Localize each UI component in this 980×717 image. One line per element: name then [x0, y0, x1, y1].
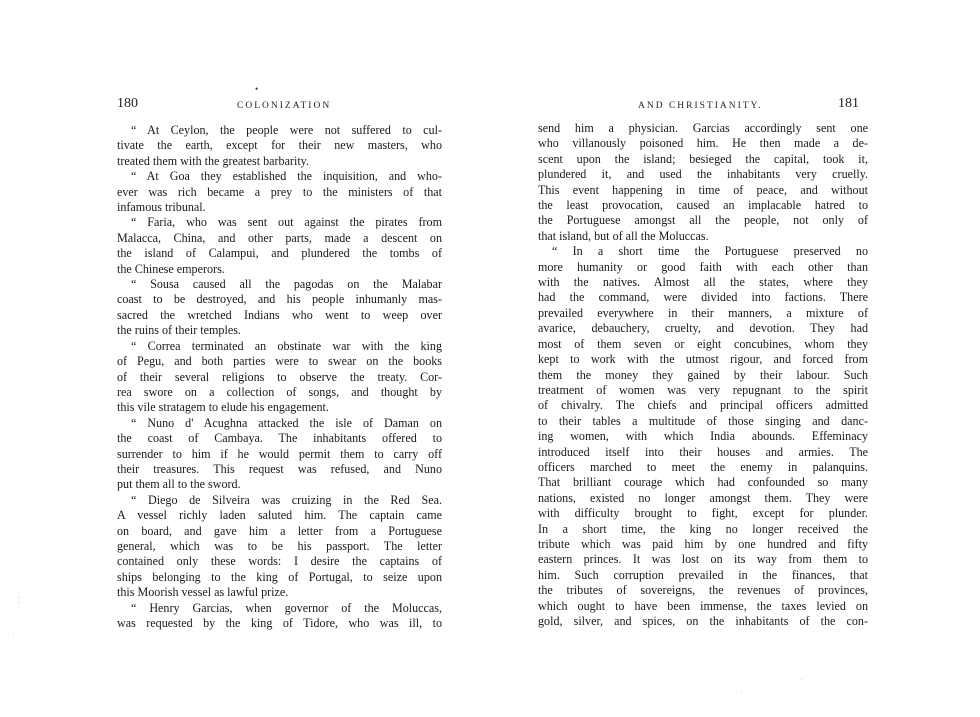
text-line: “ Diego de Silveira was cruizing in the Red Sea. [131, 492, 442, 507]
text-line: “ In a short time the Portuguese preserved no [552, 244, 868, 259]
text-line: which ought to have been immense, the taxes levied on [538, 598, 868, 613]
text-line: plundered it, and used the inhabitants very cruelly. [538, 167, 868, 182]
text-line: the ruins of their temples. [117, 323, 241, 338]
text-line: eastern princes. It was lost on its way from them to [538, 552, 868, 567]
left-page-number: 180 [117, 96, 138, 111]
text-line: this vile stratagem to elude his engagement. [117, 400, 329, 415]
text-line: tivate the earth, except for their new masters, who [117, 138, 442, 153]
text-line: A vessel richly laden saluted him. The captain came [117, 508, 442, 523]
text-line: with difficulty brought to fight, except for plunder. [538, 506, 868, 521]
text-line: sacred the wretched Indians who went to weep over [117, 307, 442, 322]
text-line: the least provocation, caused an implacable hatred to [538, 198, 868, 213]
right-page-number: 181 [838, 96, 859, 111]
text-line: ing women, with which India abounds. Effeminacy [538, 429, 868, 444]
text-line: officers marched to meet the enemy in palanquins. [538, 459, 868, 474]
margin-speck: ¦ [18, 595, 20, 604]
text-line: treated them with the greatest barbarity. [117, 153, 309, 168]
text-line: nations, existed no longer amongst them. They were [538, 490, 868, 505]
text-line: prevailed everywhere in their manners, a mixture of [538, 305, 868, 320]
text-line: kept to work with the utmost rigour, and forced from [538, 352, 868, 367]
text-line: scent upon the island; besieged the capital, took it, [538, 151, 868, 166]
text-line: the tributes of sovereigns, the revenues of provinces, [538, 583, 868, 598]
text-line: “ At Ceylon, the people were not suffered to cul- [131, 123, 442, 137]
text-line: “ At Goa they established the inquisition, and who- [131, 169, 442, 184]
ink-mark: • [255, 84, 259, 94]
text-line: gold, silver, and spices, on the inhabitants of the con- [538, 614, 868, 628]
right-running-head: AND CHRISTIANITY. [638, 101, 763, 111]
text-line: surrender to him if he would permit them to carry off [117, 446, 442, 461]
text-line: the island of Calampui, and plundered the tombs of [117, 246, 442, 261]
text-line: most of them seven or eight concubines, whom they [538, 336, 868, 351]
text-line: general, which was to be his passport. The letter [117, 538, 442, 553]
text-line: That brilliant courage which had confounded so many [538, 475, 868, 490]
text-line: In a short time, the king no longer received the [538, 521, 868, 536]
text-line: send him a physician. Garcias accordingly sent one [538, 121, 868, 135]
text-line: their treasures. This request was refused, and Nuno [117, 461, 442, 476]
text-line: him. Such corruption prevailed in the finances, that [538, 567, 868, 582]
text-line: was requested by the king of Tidore, who was ill, to [117, 616, 442, 630]
text-line: of Pegu, and both parties were to swear on the books [117, 354, 442, 369]
text-line: to their tables a multitude of those singing and danc- [538, 413, 868, 428]
text-line: “ Henry Garcias, when governor of the Moluccas, [131, 600, 442, 615]
text-line: the Chinese emperors. [117, 261, 225, 276]
text-line: them the money they gained by their labour. Such [538, 367, 868, 382]
right-page [490, 0, 980, 717]
text-line: tribute which was paid him by one hundred and fifty [538, 536, 868, 551]
left-page-body [117, 123, 442, 631]
text-line: who villanously poisoned him. He then made a de- [538, 136, 868, 151]
text-line: of their several religions to observe the treaty. Cor- [117, 369, 442, 384]
text-line: “ Sousa caused all the pagodas on the Malabar [131, 277, 442, 292]
text-line: avarice, debauchery, cruelty, and devotion. They had [538, 321, 868, 336]
text-line: “ Correa terminated an obstinate war with the king [131, 338, 442, 353]
margin-speck: · [12, 630, 15, 639]
text-line: coast to be destroyed, and his people inhumanly mas- [117, 292, 442, 307]
margin-speck: · [800, 675, 803, 684]
right-page-body [538, 121, 868, 629]
text-line: “ Nuno d' Acughna attacked the isle of Daman on [131, 415, 442, 430]
text-line: had the command, were divided into factions. There [538, 290, 868, 305]
text-line: treatment of women was very repugnant to the spirit [538, 382, 868, 397]
text-line: Malacca, China, and other parts, made a descent on [117, 230, 442, 245]
text-line: This event happening in time of peace, and without [538, 182, 868, 197]
text-line: “ Faria, who was sent out against the pirates from [131, 215, 442, 230]
text-line: the Portuguese amongst all the people, not only of [538, 213, 868, 228]
text-line: on board, and gave him a letter from a Portuguese [117, 523, 442, 538]
text-line: ever was rich became a prey to the ministers of that [117, 184, 442, 199]
text-line: introduced itself into their houses and armies. The [538, 444, 868, 459]
left-running-head: COLONIZATION [237, 101, 332, 111]
text-line: that island, but of all the Moluccas. [538, 228, 709, 243]
margin-speck: · [740, 688, 743, 697]
text-line: the coast of Cambaya. The inhabitants offered to [117, 431, 442, 446]
text-line: with the natives. Almost all the states, where they [538, 275, 868, 290]
text-line: contained only these words: I desire the captains of [117, 554, 442, 569]
text-line: of chivalry. The chiefs and principal officers admitted [538, 398, 868, 413]
text-line: more humanity or good faith with each other than [538, 259, 868, 274]
text-line: put them all to the sword. [117, 477, 241, 492]
text-line: ships belonging to the king of Portugal, to seize upon [117, 569, 442, 584]
text-line: infamous tribunal. [117, 200, 206, 215]
text-line: this Moorish vessel as lawful prize. [117, 585, 289, 600]
text-line: rea swore on a collection of songs, and thought by [117, 384, 442, 399]
